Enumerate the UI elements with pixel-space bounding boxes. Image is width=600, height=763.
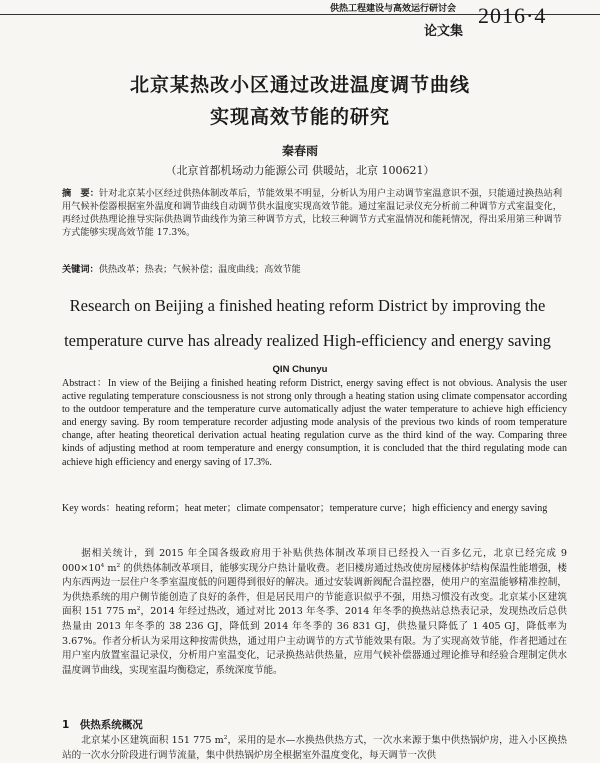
author-en: QIN Chunyu [272,364,328,375]
body-text: 的供热体制改革项目，能够实现分户热计量收费。老旧楼房通过热改使房屋楼体护结构保温性能增强，楼内东西两边一层住户冬季室温度低的问题得到很好的解决。通过安装调新阀配合温控器，使用户的室温能够精准控制，为供热系统的用户侧节能创造了良好的条件，但是居民用户的节能意识似乎不强，用热习惯没有改变。北京某小区建筑面积 151 775 m [62,562,567,618]
body-text: ，采用的是水—水换热供热方式，一次水来源于集中供热锅炉房，进入小区换热站的一次水分阶段进行调节流量，集中供热锅炉房全根据室外温度变化，每天调节一次供 [62,735,567,761]
body-text: m [104,562,117,574]
body-text: ，2014 年经过热改，通过对比 2013 年冬季、2014 年冬季的换热站总热表记录，发现热改后总供热量由 2013 年冬季的 38 236 GJ，降低到 2014 年冬季的 36 831 GJ，供热量只降低了 1 405 GJ，降低率为 3.67%。作者分析认为采用这种按需供热，通过用户主动调节的方式节能效果有限。为了实现高效节能，作者把通过在用户室内放置室温记录仪，分析用户室温变化，记录换热站供热量，应用气候补偿器通过理论推导和经验合理制定供水温度调节曲线，实现室温均衡稳定，系统深度节能。 [62,606,567,676]
title-cn-line1: 北京某热改小区通过改进温度调节曲线 [129,74,470,96]
column-label: 论文集 [424,24,464,39]
affiliation-cn: （北京首都机场动力能源公司 供暖站，北京 100621） [165,164,435,177]
abstract-en [62,377,567,469]
journal-name: 供热工程建设与高效运行研讨会 [330,4,457,14]
superscript: 2 [116,562,121,569]
section-heading-1: 1 供热系统概况 [62,719,143,731]
keywords-cn-label: 关键词： [62,264,99,275]
superscript: 4 [100,562,105,569]
title-en-line2: temperature curve has already realized High-efficiency and energy saving [64,331,551,350]
body-paragraph-1 [62,547,567,678]
body-text: 北京某小区建筑面积 151 775 m [81,735,224,746]
keywords-en-text: heating reform；heat meter；climate compensator；temperature curve；high efficiency and energy saving [115,503,548,514]
abstract-en-label: Abstract： [62,378,108,389]
keywords-en [62,502,567,515]
issue-number: 2016·4 [478,3,547,28]
title-en-line1: Research on Beijing a finished heating reform District by improving the [69,296,546,315]
abstract-cn-label: 摘 要： [62,188,100,199]
superscript: 2 [136,606,141,613]
superscript: 2 [223,734,228,741]
body-text: 据相关统计，到 2015 年全国各级政府用于补贴供热体制改革项目已经投入一百多亿元，北京已经完成 9 000×10 [62,548,567,574]
keywords-en-label: Key words： [62,503,116,514]
keywords-cn [62,263,562,276]
abstract-cn-text: 针对北京某小区经过供热体制改革后，节能效果不明显，分析认为用户主动调节室温意识不强，只能通过换热站利用气候补偿器根据室外温度和调节曲线自动调节供水温度实现高效节能。通过室温记录仪充分析前二种调节方式室温变化，再经过供热理论推导实际供热调节曲线作为第三种调节方式，比较三种调节方式室温情况和能耗情况，得出采用第三种调节方式能够实现高效节能 17.3%。 [62,188,563,238]
author-cn: 秦春雨 [281,144,318,158]
keywords-cn-text: 供热改革；热表；气候补偿；温度曲线；高效节能 [98,264,301,275]
title-cn-line2: 实现高效节能的研究 [209,106,390,128]
abstract-cn [62,187,562,239]
body-paragraph-2 [62,734,567,763]
abstract-en-text: In view of the Beijing a finished heating reform District, energy saving effect is not obvious. Analysis the user active regulating temperature consciousness is not strong only through a heating station using climate compensator according to the outdoor temperature and the temperature curve automatically adjust the water temperature to achieve high efficiency and energy saving. By room temperature recorder adjusting mode analysis of the previous two kinds of room temperature change, after heating theoretical derivation actual heating regulation curve as the third kind of the way. Comparing three kinds of adjusting method at room temperature and energy consumption, it is concluded that the third regulating mode can achieve high efficiency and energy saving of 17.3%. [62,378,567,468]
